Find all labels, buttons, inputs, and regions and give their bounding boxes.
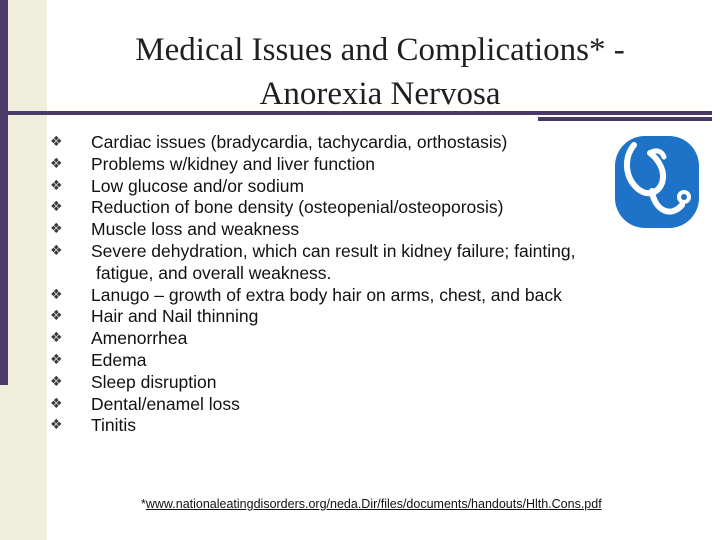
diamond-bullet-icon: ❖ [50,155,63,172]
list-item: ❖ Lanugo – growth of extra body hair on arms, chest, and back [50,284,562,305]
diamond-bullet-icon: ❖ [50,373,63,390]
left-accent-bar [0,0,8,385]
diamond-bullet-icon: ❖ [50,221,63,238]
diamond-bullet-icon: ❖ [50,242,63,259]
list-item: ❖ Muscle loss and weakness [50,219,300,240]
diamond-bullet-icon: ❖ [50,286,63,303]
diamond-bullet-icon: ❖ [50,199,63,216]
footnote-marker: * [141,497,146,511]
diamond-bullet-icon: ❖ [50,417,63,434]
list-item: ❖ Dental/enamel loss [50,393,240,414]
title-line-1: Medical Issues and Complications* - [135,32,625,68]
list-item: ❖ Amenorrhea [50,328,188,349]
list-item: ❖ Edema [50,349,147,370]
diamond-bullet-icon: ❖ [50,177,63,194]
complications-list [50,132,690,437]
stethoscope-logo-icon [612,133,702,231]
list-item: ❖ Severe dehydration, which can result in kidney failure; fainting, fatigue, and overall weakness. [50,241,690,285]
list-item: ❖ Sleep disruption [50,371,217,392]
source-link[interactable]: www.nationaleatingdisorders.org/neda.Dir/files/documents/handouts/Hlth.Cons.pdf [145,497,602,511]
diamond-bullet-icon: ❖ [50,351,63,368]
list-item: ❖ Reduction of bone density (osteopenial/osteoporosis) [50,197,504,218]
list-item: ❖ Problems w/kidney and liver function [50,153,376,174]
diamond-bullet-icon: ❖ [50,134,63,150]
list-item: ❖ Tinitis [50,415,137,436]
list-item: ❖ Low glucose and/or sodium [50,175,305,196]
diamond-bullet-icon: ❖ [50,330,63,347]
title-line-2: Anorexia Nervosa [259,76,501,112]
list-item: ❖ Hair and Nail thinning [50,306,259,327]
list-item-continuation: fatigue, and overall weakness. [96,262,332,283]
source-footnote [141,497,602,511]
title-underline-accent [538,117,712,121]
slide-title [80,28,680,116]
diamond-bullet-icon: ❖ [50,395,63,412]
diamond-bullet-icon: ❖ [50,308,63,325]
list-item: ❖ Cardiac issues (bradycardia, tachycardia, orthostasis) [50,132,508,152]
